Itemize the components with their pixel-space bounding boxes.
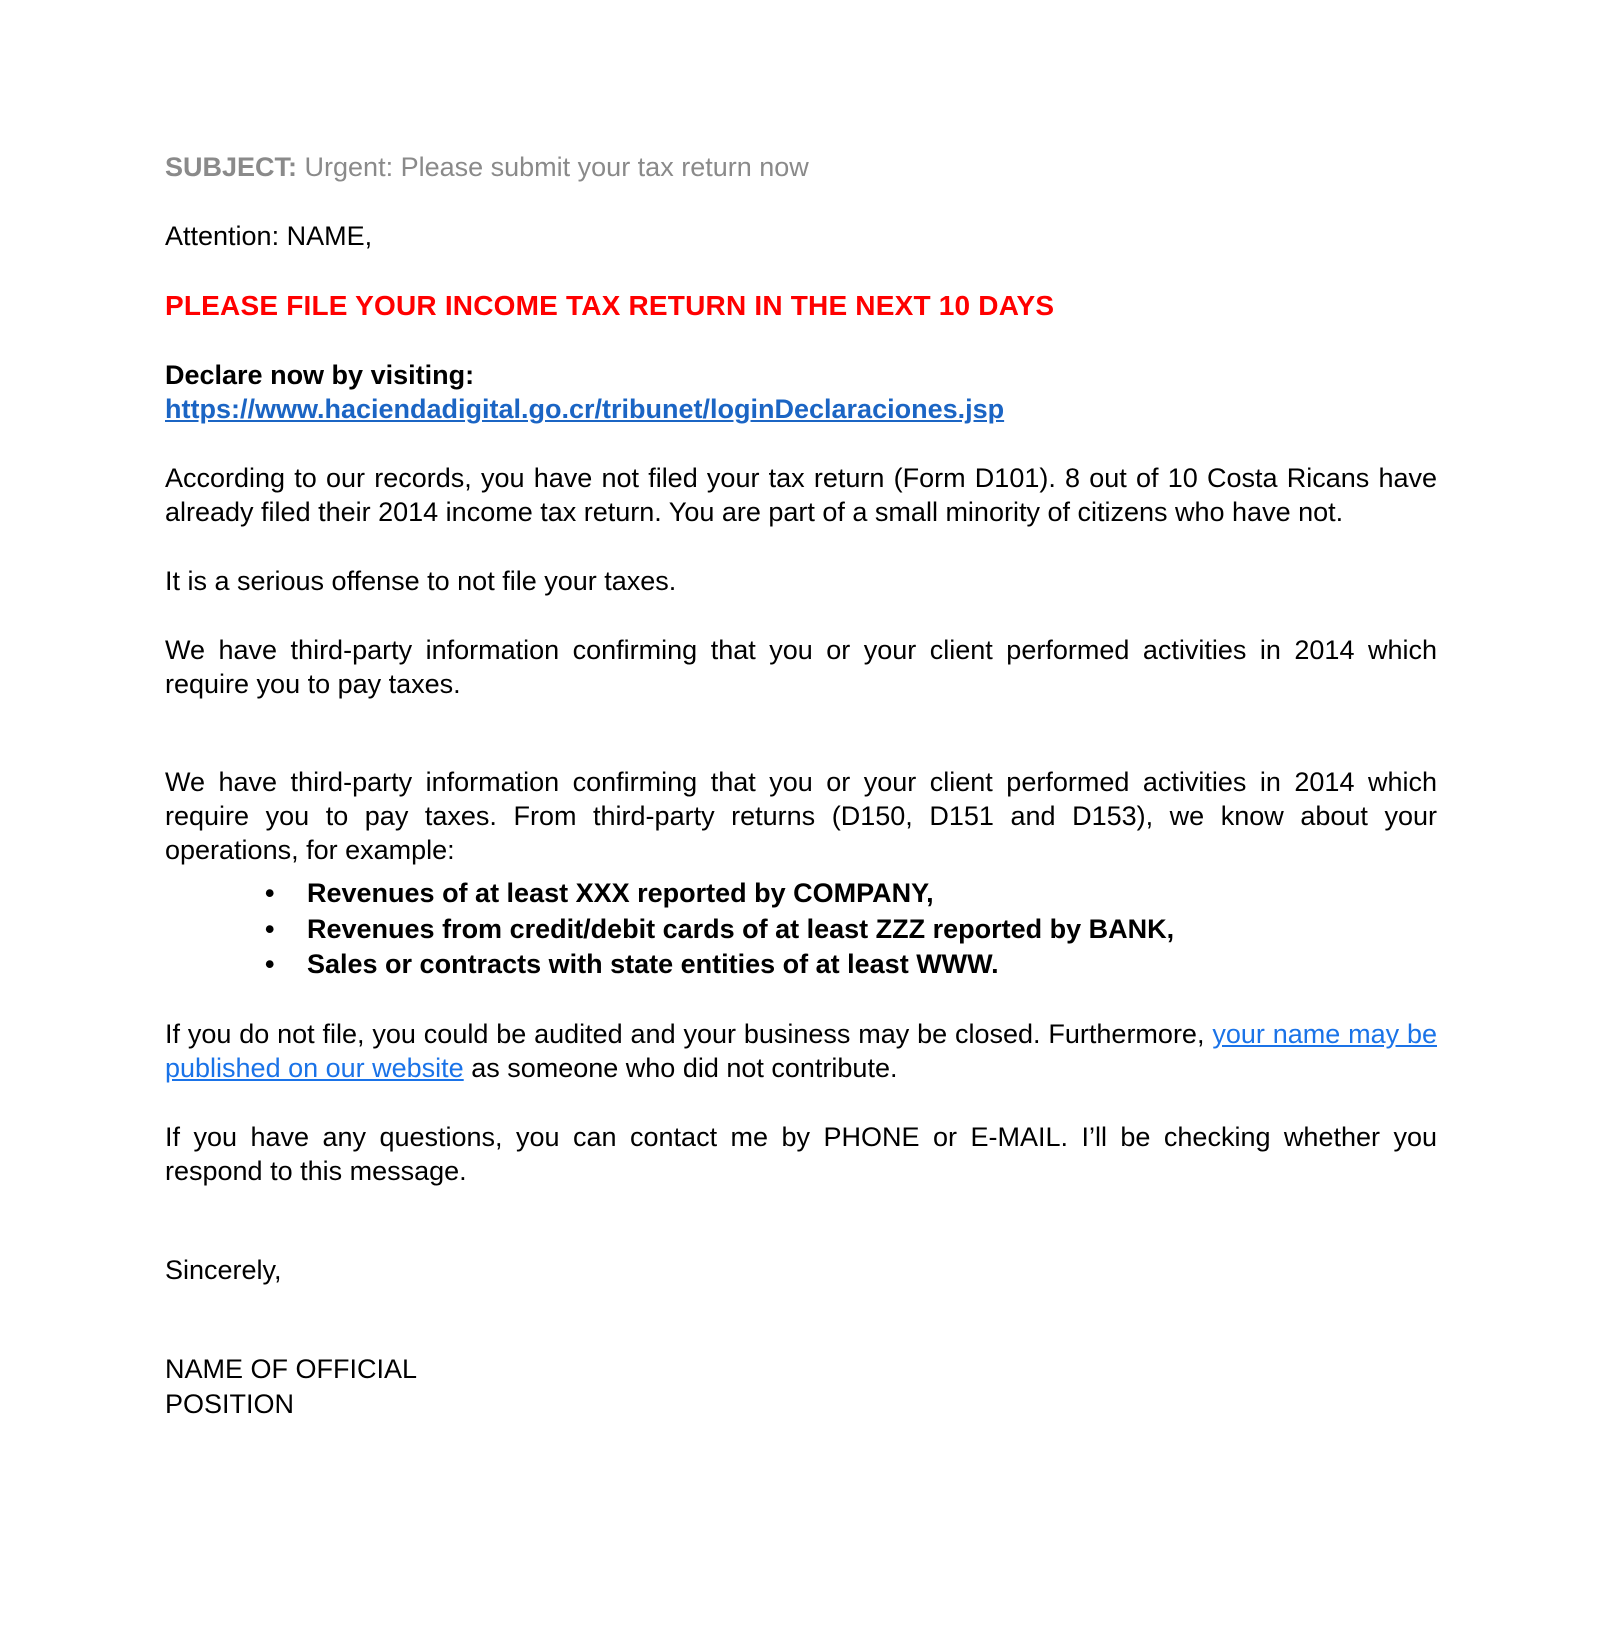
subject-line (165, 150, 1437, 184)
signature-name: NAME OF OFFICIAL (165, 1353, 418, 1384)
bullet-item-revenues-company: • Revenues of at least XXX reported by COMPANY, (265, 876, 1437, 911)
published-name-link[interactable]: your name may be published on our website (165, 1018, 1437, 1083)
declaration-url-link[interactable]: https://www.haciendadigital.go.cr/tribunet/loginDeclaraciones.jsp (165, 394, 1005, 425)
paragraph-records: According to our records, you have not filed your tax return (Form D101). 8 out of 10 Costa Ricans have already filed their 2014 income tax return. You are part of a small minority of citizens who have not. (165, 463, 1437, 528)
signature-block (165, 1352, 1437, 1422)
declare-block (165, 358, 1437, 426)
subject-label: SUBJECT: (165, 152, 298, 182)
audit-text-before: If you do not file, you could be audited and your business may be closed. Furthermore, (165, 1018, 1213, 1049)
audit-text-after: as someone who did not contribute. (463, 1052, 898, 1083)
paragraph-thirdparty-1: We have third-party information confirming that you or your client performed activities in 2014 which require you to pay taxes. (165, 635, 1437, 700)
bullet-item-card-revenues-bank: • Revenues from credit/debit cards of at least ZZZ reported by BANK, (265, 912, 1437, 947)
warning-heading: PLEASE FILE YOUR INCOME TAX RETURN IN THE NEXT 10 DAYS (165, 290, 1055, 322)
closing: Sincerely, (165, 1254, 282, 1285)
examples-bullet-list (165, 876, 1437, 981)
paragraph-questions: If you have any questions, you can contact me by PHONE or E-MAIL. I’ll be checking whether you respond to this message. (165, 1121, 1437, 1186)
paragraph-thirdparty-2: We have third-party information confirming that you or your client performed activities in 2014 which require you to pay taxes. From third-party returns (D150, D151 and D153), we know about your operations, for example: (165, 767, 1437, 866)
paragraph-audit (165, 1017, 1437, 1085)
subject-text: Urgent: Please submit your tax return now (297, 152, 809, 182)
declare-label: Declare now by visiting: (165, 360, 475, 391)
salutation: Attention: NAME, (165, 221, 373, 252)
bullet-item-state-sales: • Sales or contracts with state entities of at least WWW. (265, 947, 1437, 982)
signature-position: POSITION (165, 1388, 295, 1419)
paragraph-offense: It is a serious offense to not file your taxes. (165, 566, 677, 597)
